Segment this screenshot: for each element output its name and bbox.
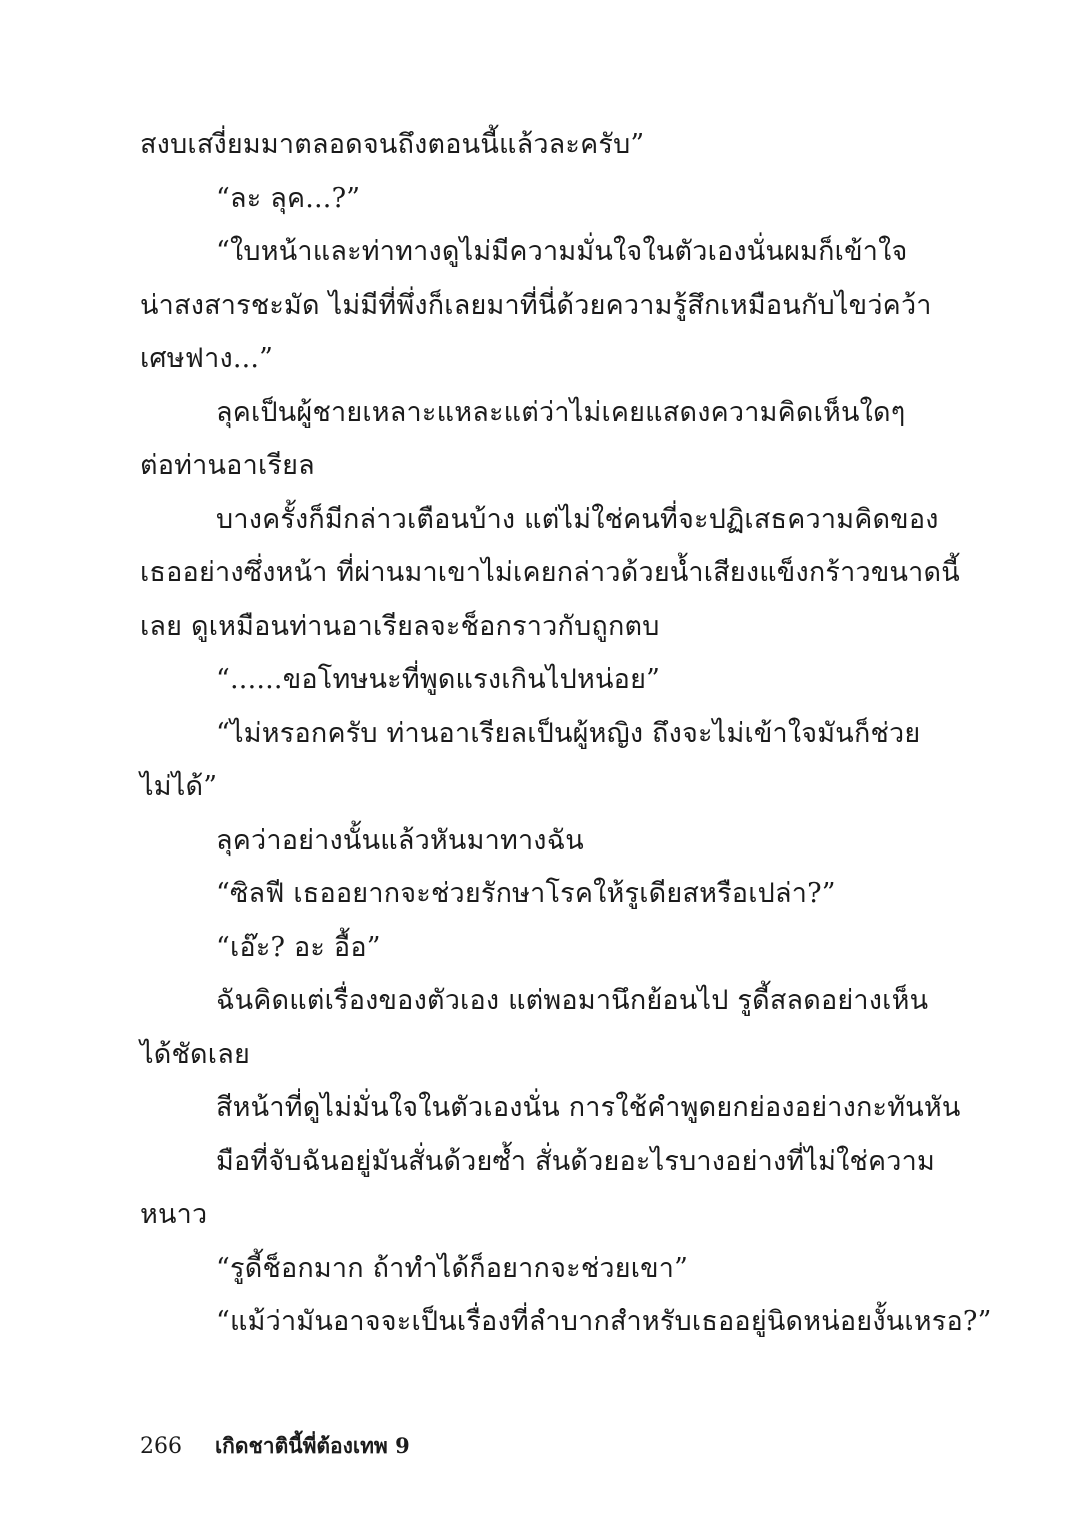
text-line: “ใบหน้าและท่าทางดูไม่มีความมั่นใจในตัวเองนั่นผมก็เข้าใจ [216, 236, 908, 267]
text-line: ต่อท่านอาเรียล [140, 450, 315, 481]
text-line: “เอ๊ะ? อะ อื้อ” [216, 931, 381, 963]
text-line: หนาว [140, 1199, 208, 1230]
text-line: “ละ ลุค...?” [216, 182, 361, 214]
body-text [140, 118, 992, 1349]
text-line: “แม้ว่ามันอาจจะเป็นเรื่องที่ลำบากสำหรับเธออยู่นิดหน่อยงั้นเหรอ?” [216, 1306, 992, 1337]
text-line: เศษฟาง...” [140, 343, 274, 374]
text-line: ลุคเป็นผู้ชายเหลาะแหละแต่ว่าไม่เคยแสดงความคิดเห็นใดๆ [216, 396, 906, 428]
text-line: น่าสงสารชะมัด ไม่มีที่พึ่งก็เลยมาที่นี่ด้วยความรู้สึกเหมือนกับไขว่คว้า [140, 289, 932, 321]
text-line: มือที่จับฉันอยู่มันสั่นด้วยซ้ำ สั่นด้วยอะไรบางอย่างที่ไม่ใช่ความ [216, 1145, 936, 1177]
text-line: เลย ดูเหมือนท่านอาเรียลจะช็อกราวกับถูกตบ [140, 610, 660, 642]
page-number: 266 [140, 1434, 182, 1459]
text-line: ลุคว่าอย่างนั้นแล้วหันมาทางฉัน [216, 824, 584, 856]
text-line: ฉันคิดแต่เรื่องของตัวเอง แต่พอมานึกย้อนไป รูดี้สลดอย่างเห็น [216, 985, 929, 1016]
text-line: “ซิลฟี เธออยากจะช่วยรักษาโรคให้รูเดียสหรือเปล่า?” [216, 878, 836, 909]
text-line: “ไม่หรอกครับ ท่านอาเรียลเป็นผู้หญิง ถึงจะไม่เข้าใจมันก็ช่วย [216, 717, 921, 749]
text-line: ไม่ได้” [140, 771, 218, 802]
text-line: “......ขอโทษนะที่พูดแรงเกินไปหน่อย” [216, 664, 661, 695]
text-line: “รูดี้ช็อกมาก ถ้าทำได้ก็อยากจะช่วยเขา” [216, 1252, 689, 1284]
text-line: เธออย่างซึ่งหน้า ที่ผ่านมาเขาไม่เคยกล่าวด้วยน้ำเสียงแข็งกร้าวขนาดนี้ [140, 557, 960, 588]
text-line: ได้ชัดเลย [140, 1038, 250, 1070]
text-line: บางครั้งก็มีกล่าวเตือนบ้าง แต่ไม่ใช่คนที่จะปฏิเสธความคิดของ [216, 503, 939, 535]
book-title: เกิดชาตินี้พี่ต้องเทพ 9 [215, 1433, 410, 1458]
text-line: สงบเสงี่ยมมาตลอดจนถึงตอนนี้แล้วละครับ” [140, 129, 645, 160]
text-line: สีหน้าที่ดูไม่มั่นใจในตัวเองนั่น การใช้คำพูดยกย่องอย่างกะทันหัน [216, 1092, 961, 1123]
page-footer [140, 1430, 410, 1463]
